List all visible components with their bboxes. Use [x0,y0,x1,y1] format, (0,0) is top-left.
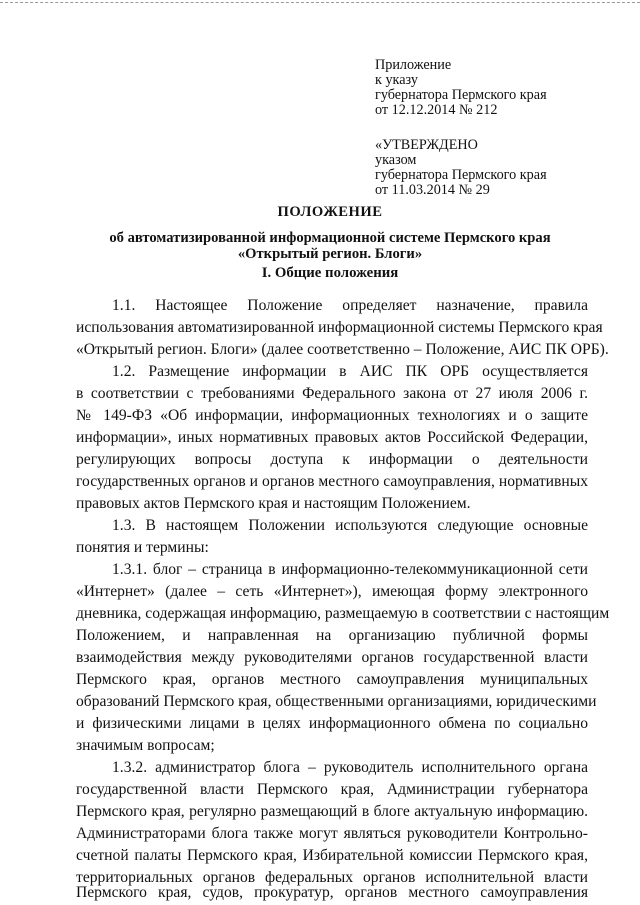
body-line: Пермского края, органов местного самоуправления муниципальных [76,671,588,688]
appendix-line: от 12.12.2014 № 212 [375,102,498,118]
appendix-line: Приложение [375,57,452,73]
section-heading: I. Общие положения [261,265,399,281]
approval-line: от 11.03.2014 № 29 [375,182,490,198]
body-line: информации», иных нормативных правовых актов Российской Федерации, [76,429,588,446]
body-line: Пермского края, регулярно размещающий в блоге актуальную информацию. [76,803,588,820]
body-line: правовых актов Пермского края и настоящим Положением. [76,495,471,512]
body-line: государственной власти Пермского края, Администрации губернатора [76,781,588,798]
body-line: 1.3.2. администратор блога – руководитель исполнительного органа [112,759,588,776]
body-line: Положением, и направленная на организацию публичной формы [76,627,588,644]
body-line: Администраторами блога также могут являться руководители Контрольно- [76,825,588,842]
body-line: использования автоматизированной информационной системы Пермского края [76,319,603,336]
body-line: понятия и термины: [76,539,209,556]
body-line: территориальных органов федеральных органов исполнительной власти [76,869,588,886]
body-line: № 149-ФЗ «Об информации, информационных технологиях и о защите [76,407,588,424]
approval-block [375,138,547,198]
document-subtitle: об автоматизированной информационной системе Пермского края [109,230,551,246]
body-line: 1.3. В настоящем Положении используются следующие основные [112,517,588,534]
body-line: государственных органов и органов местного самоуправления, нормативных [76,473,588,490]
document-subtitle: «Открытый регион. Блоги» [237,246,423,262]
appendix-block [375,58,547,118]
scan-edge-line [0,2,640,3]
approval-line: «УТВЕРЖДЕНО [375,137,478,153]
body-line: регулирующих вопросы доступа к информации о деятельности [76,451,588,468]
body-line: в соответствии с требованиями Федерального закона от 27 июля 2006 г. [76,385,588,402]
body-line: «Открытый регион. Блоги» (далее соответственно – Положение, АИС ПК ОРБ). [76,341,609,358]
appendix-line: к указу [375,72,418,88]
body-line: образований Пермского края, общественными организациями, юридическими [76,693,597,710]
body-line: взаимодействия между руководителями органов государственной власти [76,649,588,666]
appendix-line: губернатора Пермского края [375,87,547,103]
body-line: и физическими лицами в целях информационного обмена по социально [76,715,588,732]
body-line: Пермского края, судов, прокуратур, органов местного самоуправления [76,884,588,901]
body-line: 1.1. Настоящее Положение определяет назначение, правила [112,297,588,314]
approval-line: губернатора Пермского края [375,167,547,183]
body-line: дневника, содержащая информацию, размещаемую в соответствии с настоящим [76,605,610,622]
body-line: 1.3.1. блог – страница в информационно-телекоммуникационной сети [112,561,588,578]
body-line: счетной палаты Пермского края, Избирательной комиссии Пермского края, [76,847,588,864]
body-line: «Интернет» (далее – сеть «Интернет»), имеющая форму электронного [76,583,588,600]
body-line: значимым вопросам; [76,737,215,754]
body-line: 1.2. Размещение информации в АИС ПК ОРБ осуществляется [112,363,588,380]
approval-line: указом [375,152,417,168]
document-title: ПОЛОЖЕНИЕ [277,204,383,220]
